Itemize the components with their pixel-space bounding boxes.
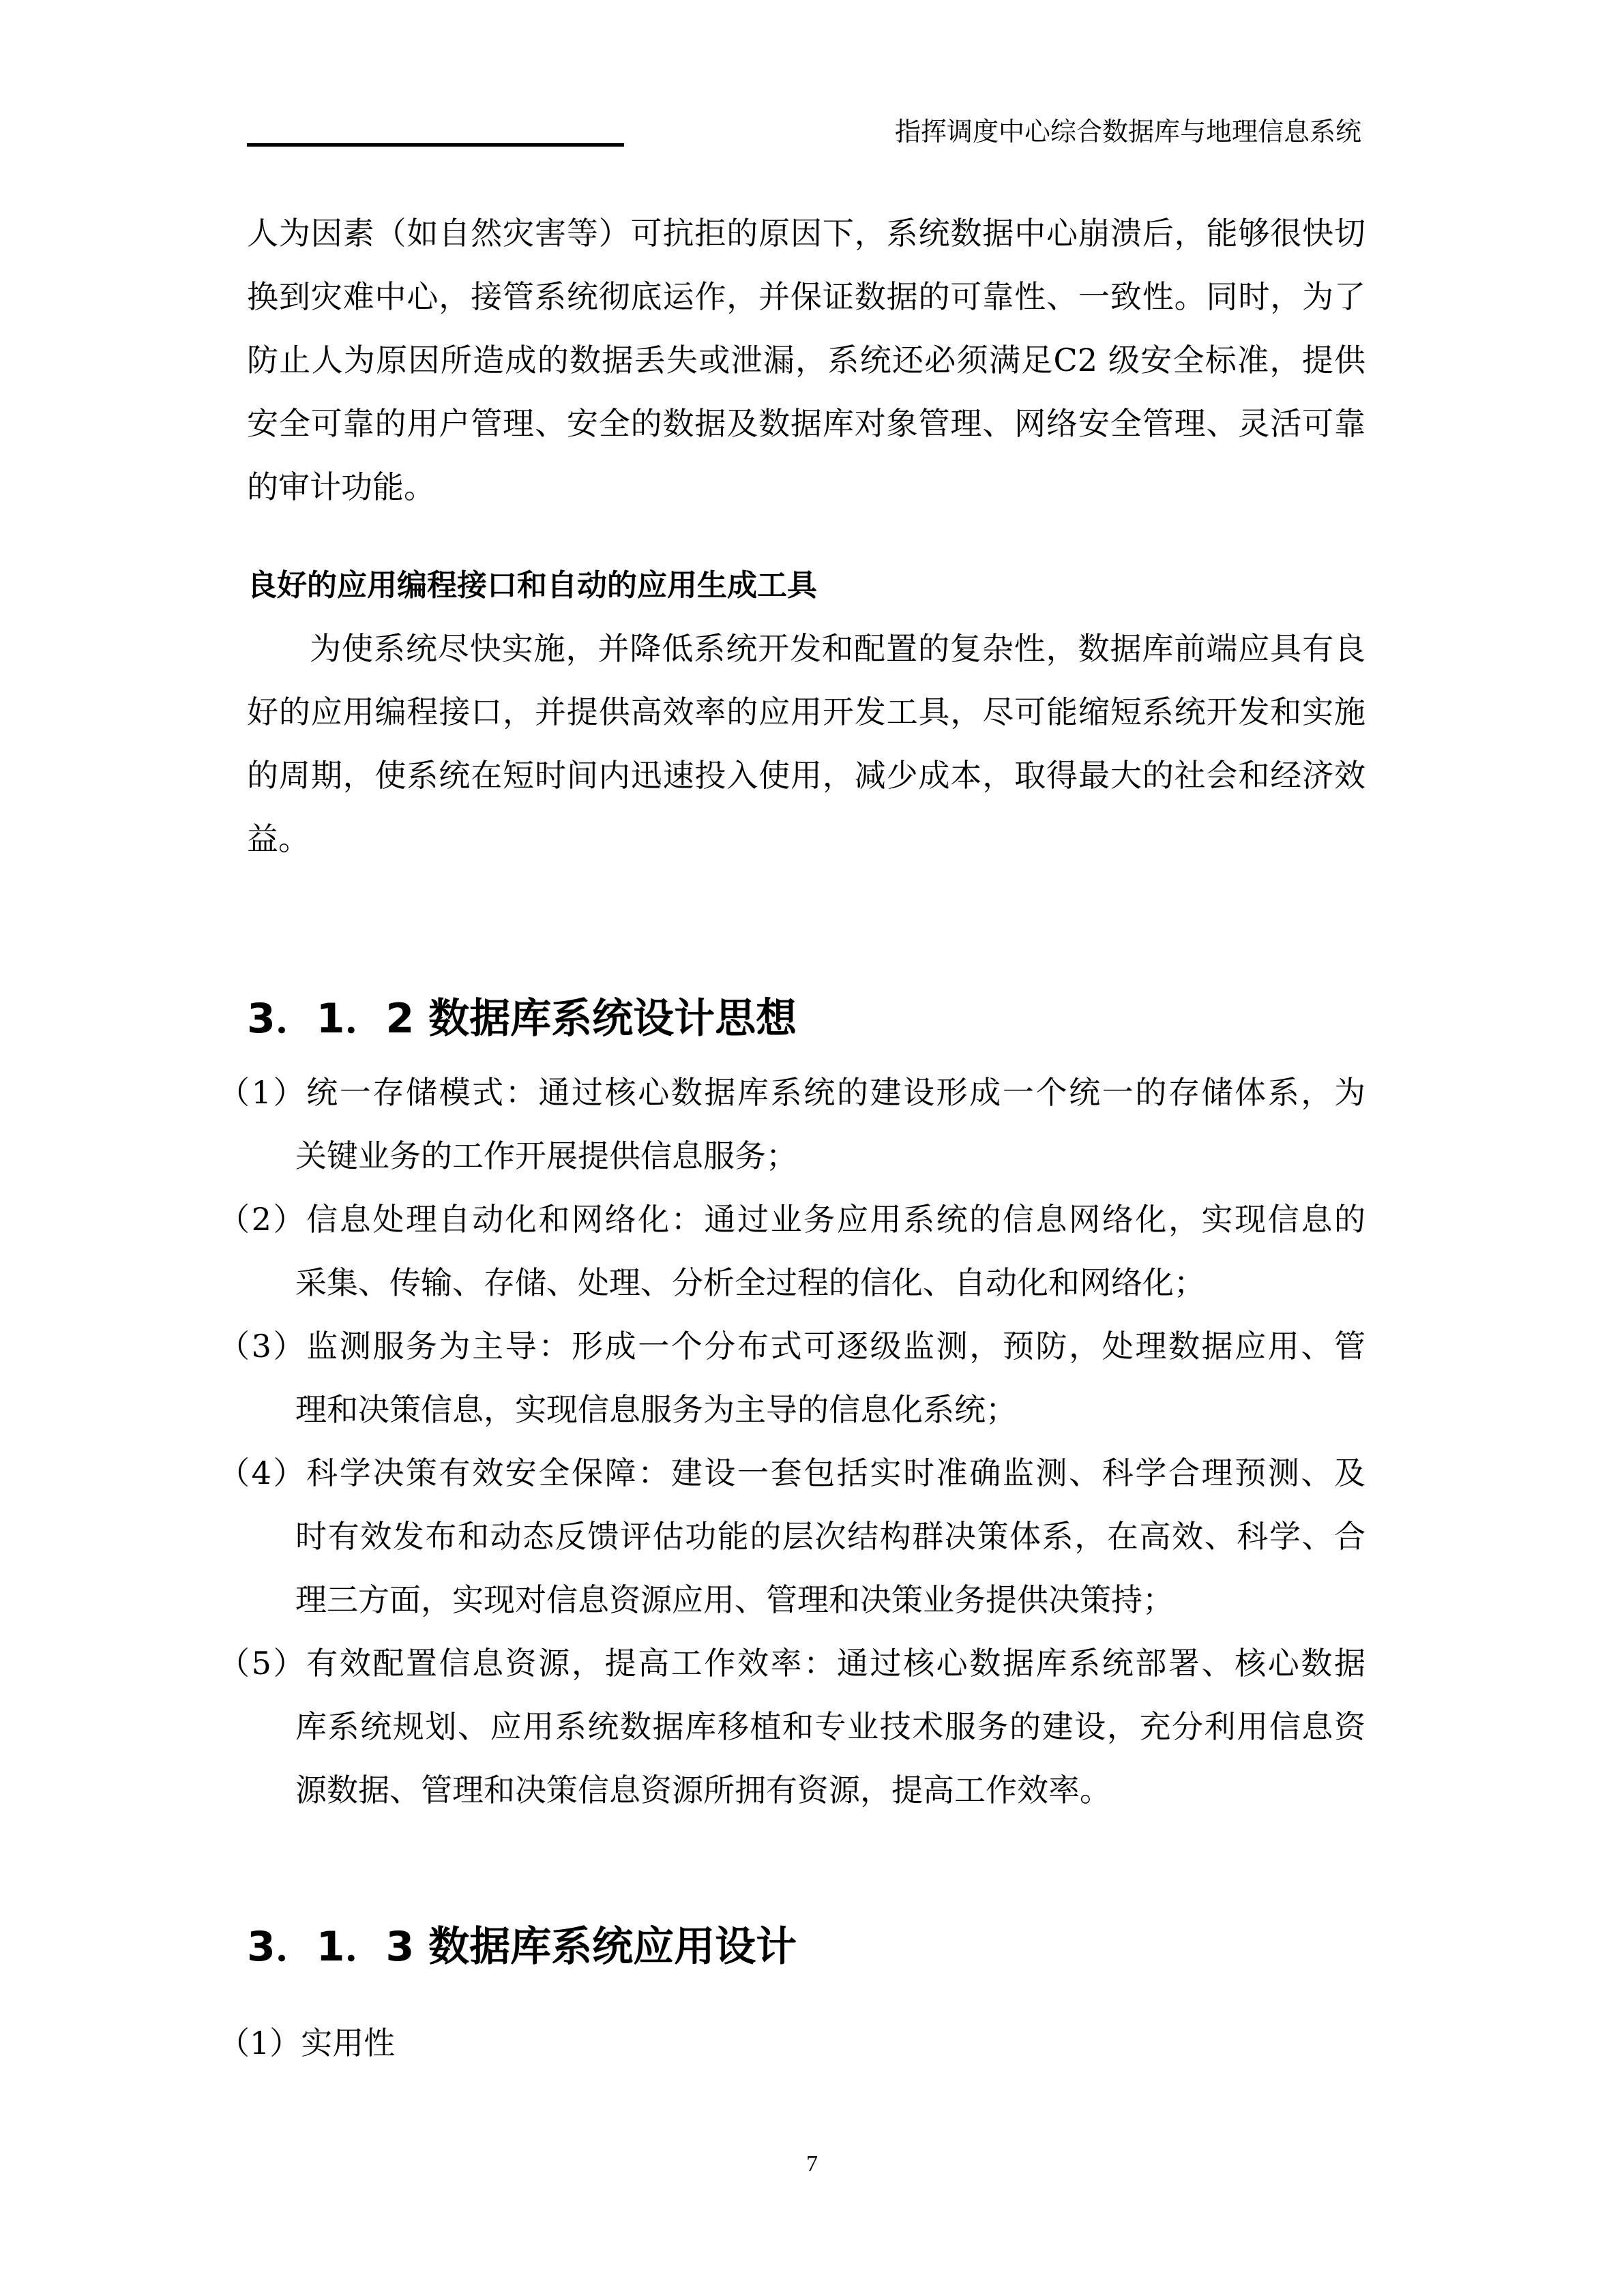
section-heading-3-1-2: 3．1．2 数据库系统设计思想 [247, 995, 797, 1043]
list-item: （1）实用性 [218, 2025, 396, 2061]
section-heading-3-1-3: 3．1．3 数据库系统应用设计 [247, 1923, 797, 1971]
text-line: 为使系统尽快实施，并降低系统开发和配置的复杂性，数据库前端应具有良 [310, 630, 1365, 667]
header-rule [247, 143, 624, 147]
design-principles-list [218, 1061, 1365, 1822]
list-item [218, 1188, 1365, 1315]
text-line: 源数据、管理和决策信息资源所拥有资源，提高工作效率。 [295, 1772, 1111, 1808]
text-line: 的审计功能。 [247, 468, 435, 505]
text-line: 理三方面，实现对信息资源应用、管理和决策业务提供决策持； [295, 1581, 1174, 1618]
text-line: 安全可靠的用户管理、安全的数据及数据库对象管理、网络安全管理、灵活可靠 [247, 405, 1365, 442]
paragraph-api [247, 617, 1365, 871]
text-line: （3）监测服务为主导：形成一个分布式可逐级监测，预防，处理数据应用、管 [218, 1328, 1365, 1365]
text-line: 防止人为原因所造成的数据丢失或泄漏，系统还必须满足C2 级安全标准，提供 [247, 342, 1365, 378]
subheading: 良好的应用编程接口和自动的应用生成工具 [247, 568, 817, 603]
text-line: 好的应用编程接口，并提供高效率的应用开发工具，尽可能缩短系统开发和实施 [247, 694, 1365, 730]
list-item [218, 1315, 1365, 1442]
text-line: 关键业务的工作开展提供信息服务； [295, 1137, 797, 1174]
text-line: 的周期，使系统在短时间内迅速投入使用，减少成本，取得最大的社会和经济效 [247, 757, 1365, 794]
text-line: 益。 [247, 820, 310, 857]
application-design-list [218, 2012, 1365, 2075]
text-line: 时有效发布和动态反馈评估功能的层次结构群决策体系，在高效、科学、合 [295, 1518, 1365, 1555]
text-line: 理和决策信息，实现信息服务为主导的信息化系统； [295, 1391, 1017, 1428]
text-line: （2）信息处理自动化和网络化：通过业务应用系统的信息网络化，实现信息的 [218, 1201, 1365, 1238]
list-item [218, 1442, 1365, 1632]
text-line: （5）有效配置信息资源，提高工作效率：通过核心数据库系统部署、核心数据 [218, 1645, 1365, 1682]
text-line: （4）科学决策有效安全保障：建设一套包括实时准确监测、科学合理预测、及 [218, 1455, 1365, 1491]
text-line: 换到灾难中心，接管系统彻底运作，并保证数据的可靠性、一致性。同时，为了 [247, 278, 1365, 315]
page-number: 7 [806, 2151, 818, 2177]
paragraph-reliability [247, 202, 1365, 519]
text-line: 人为因素（如自然灾害等）可抗拒的原因下，系统数据中心崩溃后，能够很快切 [247, 215, 1365, 252]
text-line: 采集、传输、存储、处理、分析全过程的信化、自动化和网络化； [295, 1264, 1205, 1301]
running-header: 指挥调度中心综合数据库与地理信息系统 [894, 117, 1361, 147]
text-line: 库系统规划、应用系统数据库移植和专业技术服务的建设，充分利用信息资 [295, 1708, 1365, 1745]
list-item [218, 1061, 1365, 1188]
list-item [218, 1632, 1365, 1822]
text-line: （1）统一存储模式：通过核心数据库系统的建设形成一个统一的存储体系，为 [218, 1074, 1365, 1111]
